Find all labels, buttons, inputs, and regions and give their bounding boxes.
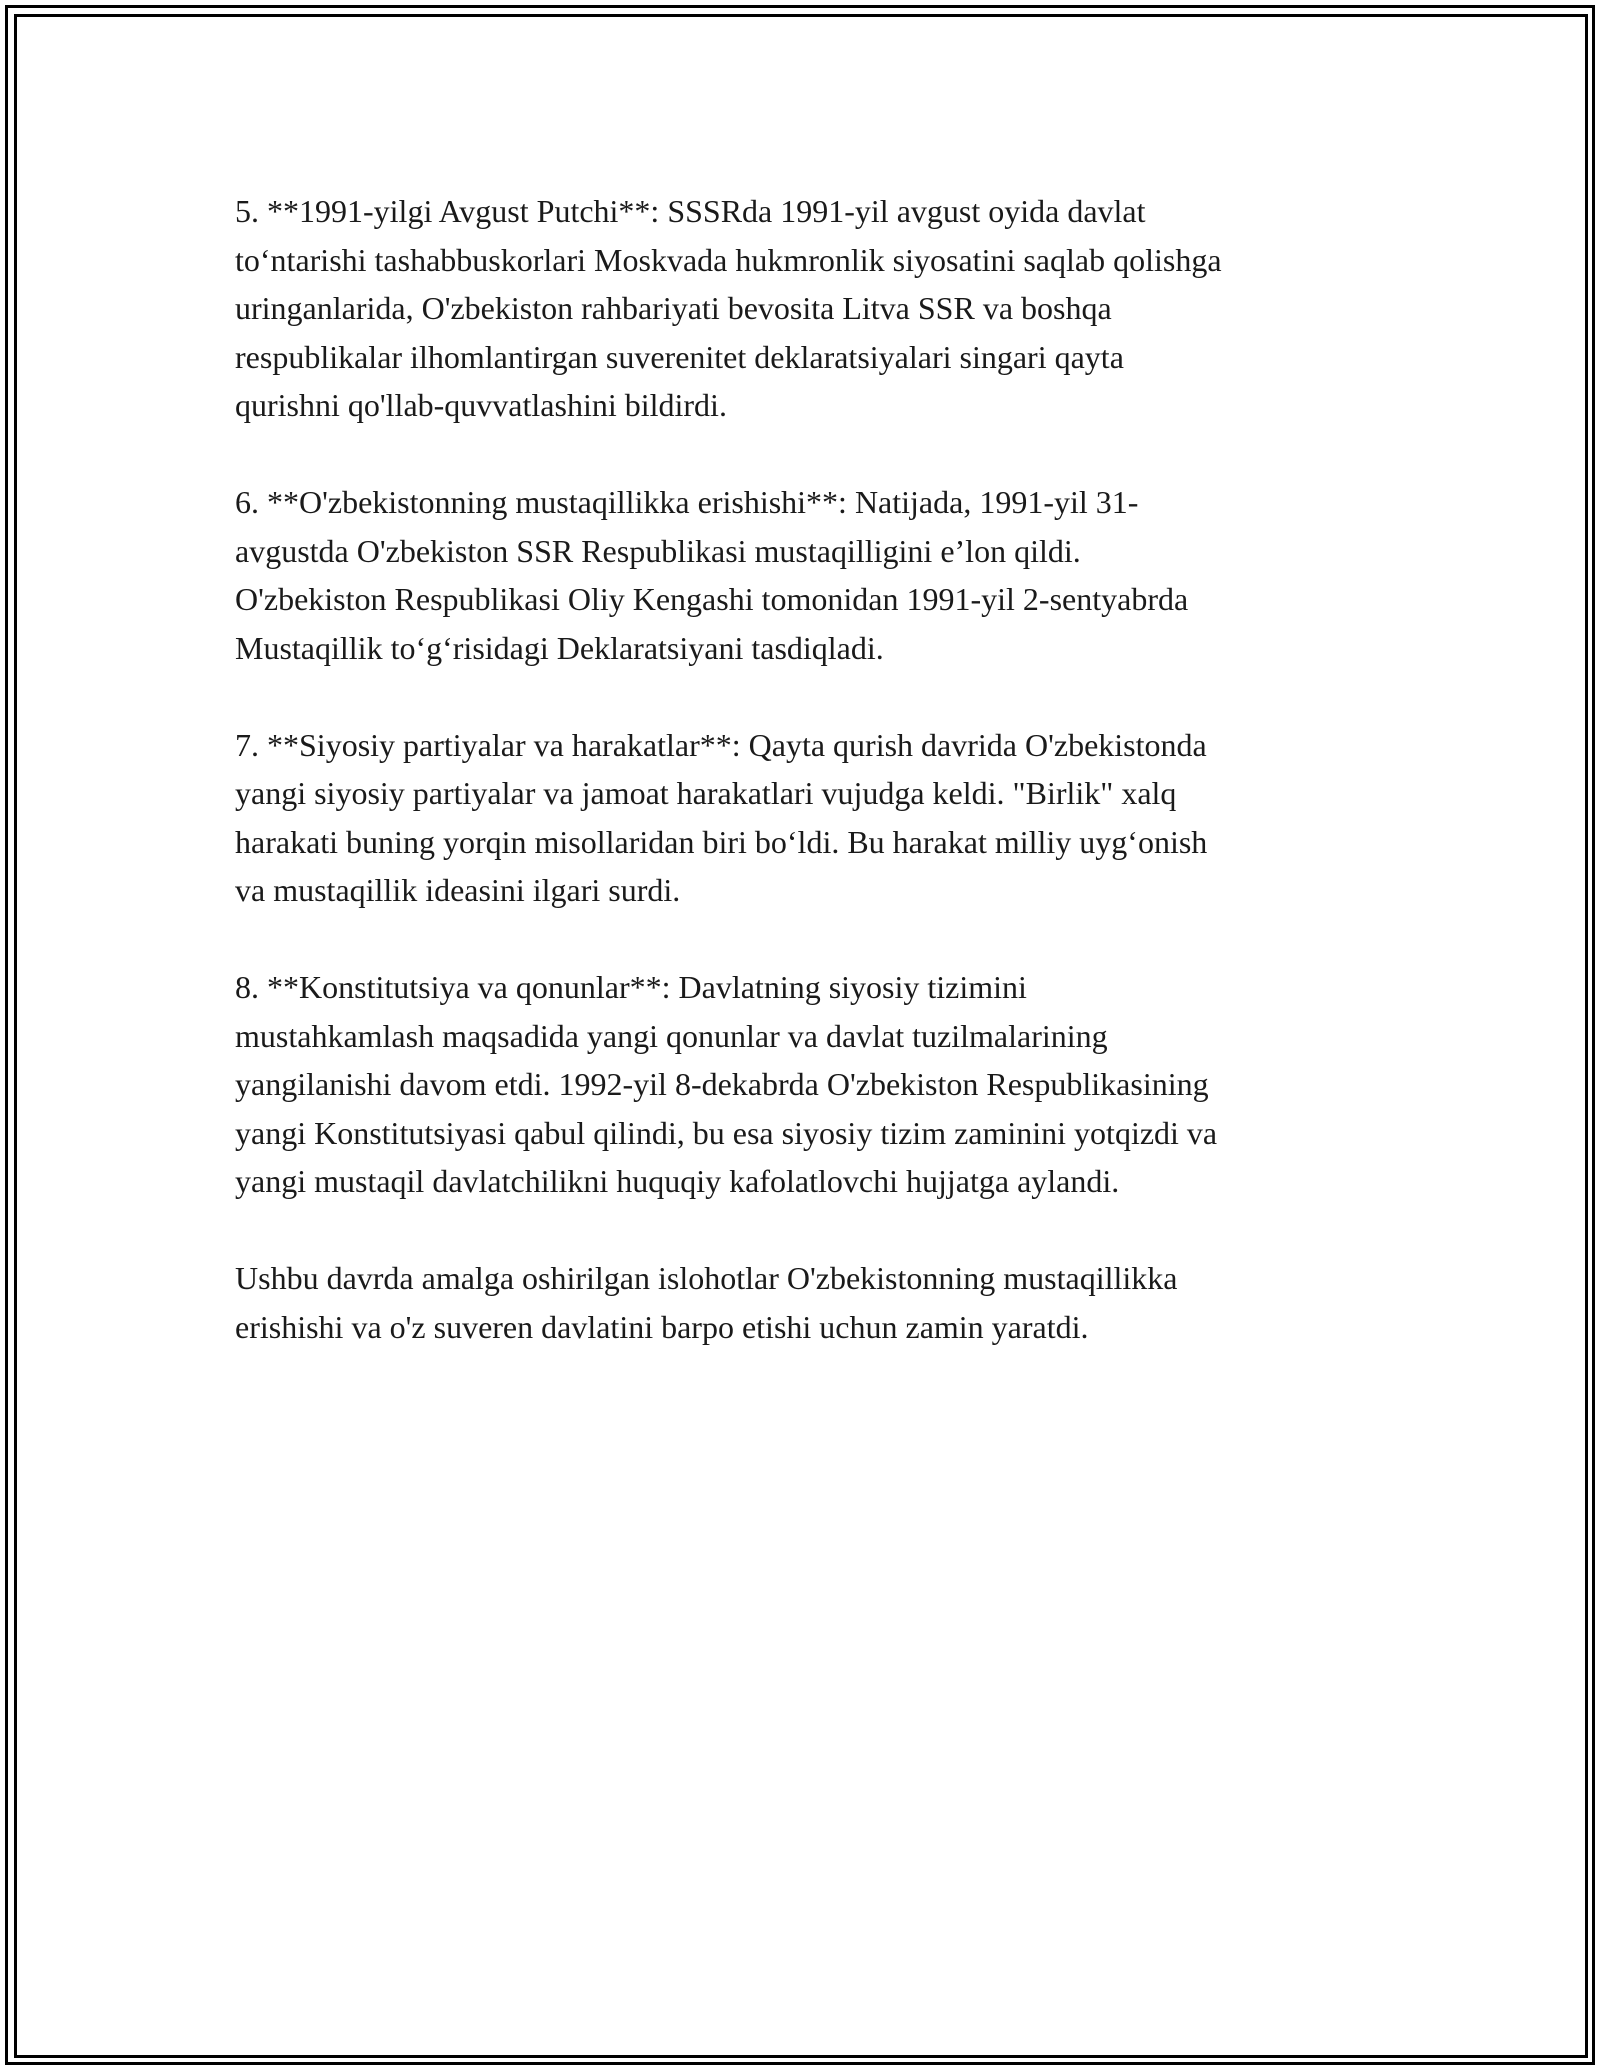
paragraph-political-parties [235,721,1375,915]
text-line: 5. **1991-yilgi Avgust Putchi**: SSSRda 1991-yil avgust oyida davlat [235,193,1146,229]
text-line: avgustda O'zbekiston SSR Respublikasi mustaqilligini e’lon qildi. [235,532,1081,569]
text-line: respublikalar ilhomlantirgan suverenitet deklaratsiyalari singari qayta [235,338,1124,375]
text-line: mustahkamlash maqsadida yangi qonunlar va davlat tuzilmalarining [235,1017,1108,1054]
text-line: Mustaqillik to‘g‘risidagi Deklaratsiyani tasdiqladi. [235,629,884,666]
text-line: 7. **Siyosiy partiyalar va harakatlar**: Qayta qurish davrida O'zbekistonda [235,726,1207,763]
text-line: yangilanishi davom etdi. 1992-yil 8-dekabrda O'zbekiston Respublikasining [235,1066,1209,1102]
text-line: 8. **Konstitutsiya va qonunlar**: Davlatning siyosiy tizimini [235,969,1027,1005]
paragraph-constitution [235,963,1375,1206]
text-line: yangi Konstitutsiyasi qabul qilindi, bu esa siyosiy tizim zaminini yotqizdi va [235,1114,1218,1151]
text-line: va mustaqillik ideasini ilgari surdi. [235,872,681,908]
text-line: harakati buning yorqin misollaridan biri bo‘ldi. Bu harakat milliy uyg‘onish [235,823,1208,860]
text-line: 6. **O'zbekistonning mustaqillikka erishishi**: Natijada, 1991-yil 31- [235,484,1139,520]
text-line: yangi siyosiy partiyalar va jamoat harakatlari vujudga keldi. "Birlik" xalq [235,775,1177,811]
text-line: erishishi va o'z suveren davlatini barpo etishi uchun zamin yaratdi. [235,1308,1089,1345]
text-line: Ushbu davrda amalga oshirilgan islohotlar O'zbekistonning mustaqillikka [235,1260,1178,1296]
paragraph-independence [235,478,1375,672]
paragraph-conclusion [235,1254,1375,1351]
paragraph-august-putsch [235,187,1375,430]
text-line: qurishni qo'llab-quvvatlashini bildirdi. [235,387,727,423]
document-body [235,187,1375,1400]
text-line: O'zbekiston Respublikasi Oliy Kengashi tomonidan 1991-yil 2-sentyabrda [235,581,1189,617]
text-line: yangi mustaqil davlatchilikni huquqiy kafolatlovchi hujjatga aylandi. [235,1163,1120,1199]
text-line: to‘ntarishi tashabbuskorlari Moskvada hukmronlik siyosatini saqlab qolishga [235,241,1222,278]
text-line: uringanlarida, O'zbekiston rahbariyati bevosita Litva SSR va boshqa [235,290,1112,326]
